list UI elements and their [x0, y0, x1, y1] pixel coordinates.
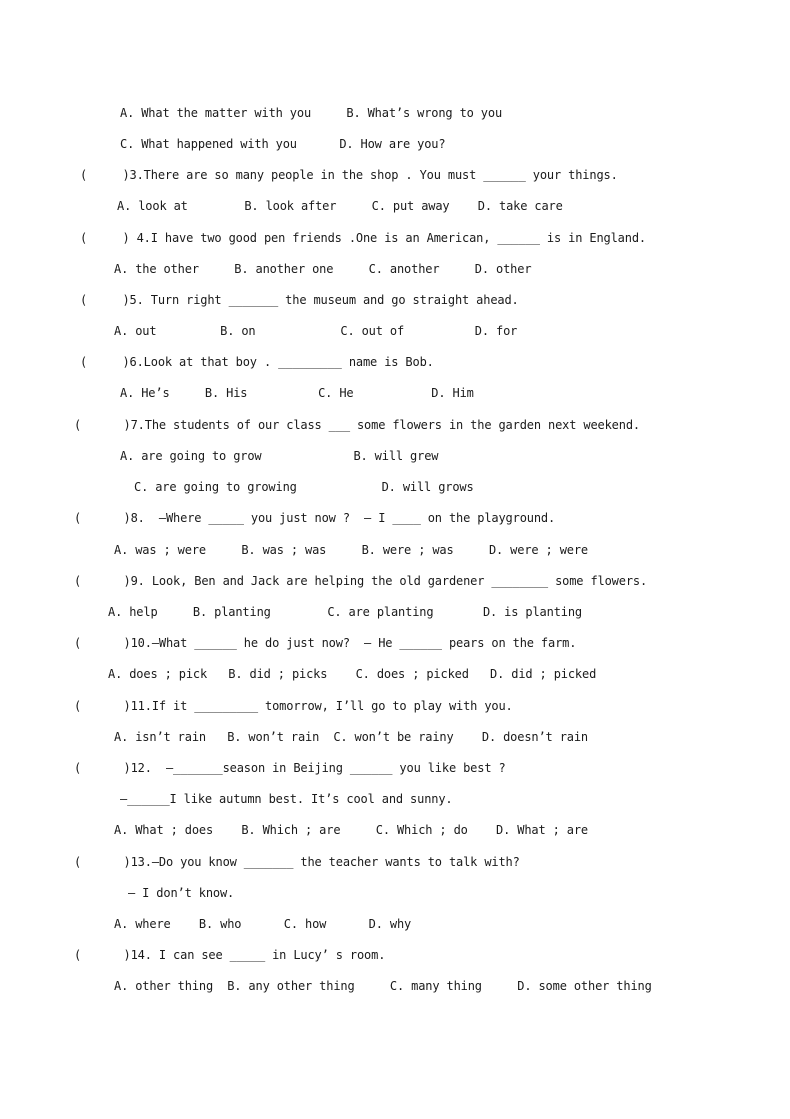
q11-options: A. isn’t rain B. won’t rain C. won’t be rainy D. doesn’t rain	[114, 730, 588, 744]
question-9: ( )9. Look, Ben and Jack are helping the old gardener ________ some flowers.	[74, 574, 648, 588]
q2-options-line-2: C. What happened with you D. How are you?	[120, 137, 446, 151]
question-5: ( )5. Turn right _______ the museum and go straight ahead.	[80, 293, 519, 307]
question-8: ( )8. —Where _____ you just now ? — I ____ on the playground.	[74, 511, 556, 525]
question-14: ( )14. I can see _____ in Lucy’ s room.	[74, 948, 386, 962]
q14-options: A. other thing B. any other thing C. many thing D. some other thing	[114, 979, 652, 993]
q12-options: A. What ; does B. Which ; are C. Which ; do D. What ; are	[114, 823, 588, 837]
q5-options: A. out B. on C. out of D. for	[114, 324, 518, 338]
q12-answer-line: —______I like autumn best. It’s cool and sunny.	[120, 792, 453, 806]
q10-options: A. does ; pick B. did ; picks C. does ; picked D. did ; picked	[108, 667, 597, 681]
question-6: ( )6.Look at that boy . _________ name is Bob.	[80, 355, 434, 369]
question-13: ( )13.—Do you know _______ the teacher wants to talk with?	[74, 855, 520, 869]
question-7: ( )7.The students of our class ___ some flowers in the garden next weekend.	[74, 418, 640, 432]
q2-options-line-1: A. What the matter with you B. What’s wrong to you	[120, 106, 503, 120]
q13-answer-line: — I don’t know.	[128, 886, 235, 900]
q3-options: A. look at B. look after C. put away D. take care	[117, 199, 563, 213]
q7-options-line-1: A. are going to grow B. will grew	[120, 449, 439, 463]
q6-options: A. He’s B. His C. He D. Him	[120, 386, 474, 400]
question-3: ( )3.There are so many people in the shop . You must ______ your things.	[80, 168, 618, 182]
question-11: ( )11.If it _________ tomorrow, I’ll go to play with you.	[74, 699, 513, 713]
q13-options: A. where B. who C. how D. why	[114, 917, 412, 931]
q9-options: A. help B. planting C. are planting D. is planting	[108, 605, 582, 619]
q4-options: A. the other B. another one C. another D. other	[114, 262, 532, 276]
question-4: ( ) 4.I have two good pen friends .One is an American, ______ is in England.	[80, 231, 646, 245]
q8-options: A. was ; were B. was ; was B. were ; was D. were ; were	[114, 543, 588, 557]
question-10: ( )10.—What ______ he do just now? — He ______ pears on the farm.	[74, 636, 577, 650]
q7-options-line-2: C. are going to growing D. will grows	[134, 480, 474, 494]
question-12: ( )12. —_______season in Beijing ______ you like best ?	[74, 761, 506, 775]
